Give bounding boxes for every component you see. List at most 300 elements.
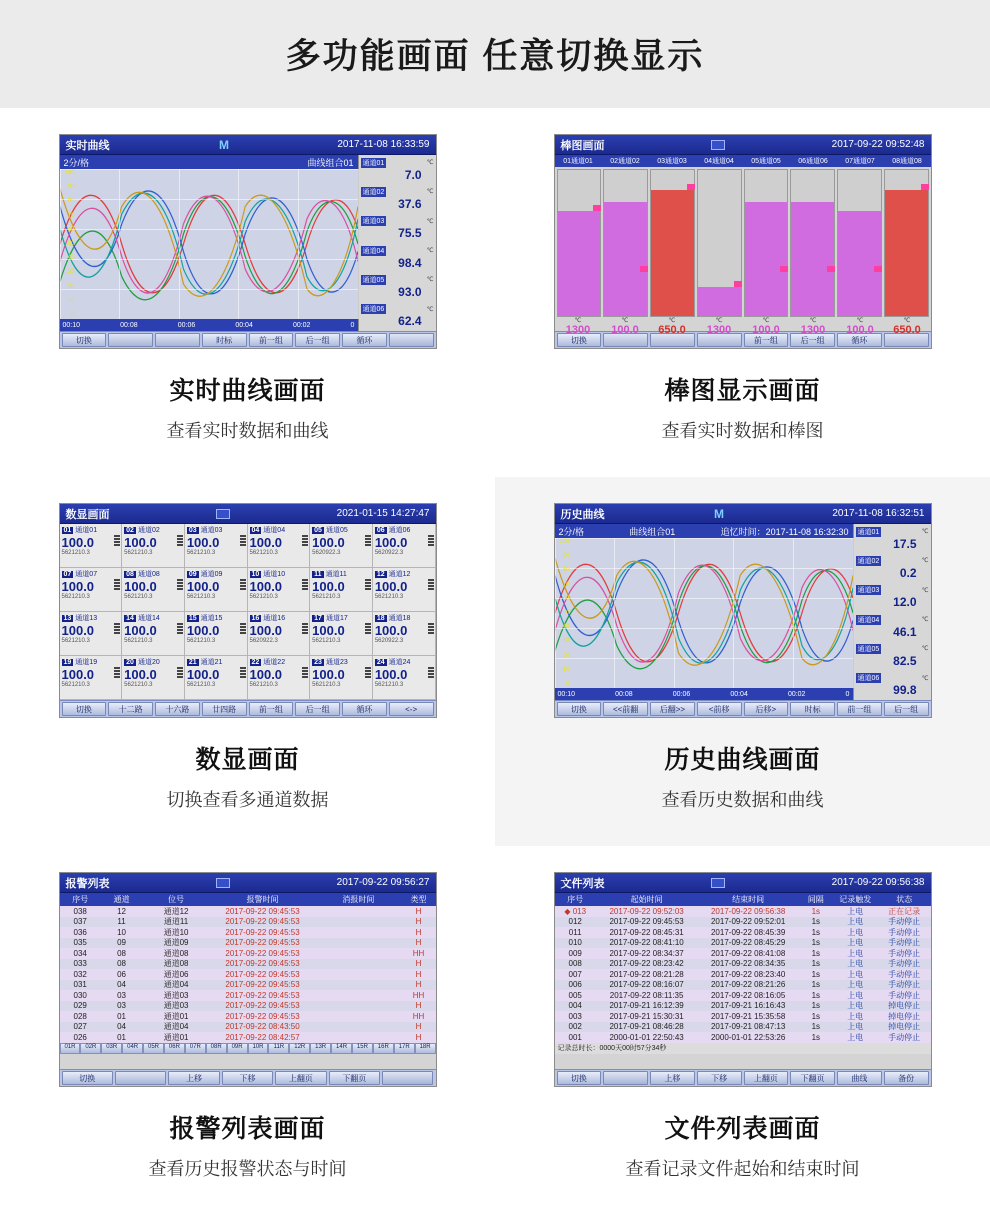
table-row[interactable]: [60, 980, 436, 991]
curve-area: [60, 155, 358, 331]
channel-name: 通道23: [325, 659, 348, 666]
file-table-rows: [555, 906, 931, 1043]
cell-tag: 通道06: [163, 969, 189, 979]
cell-tag: 通道04: [163, 980, 189, 990]
softkey-move-down[interactable]: 下移: [697, 1071, 742, 1085]
channel-row: [359, 184, 436, 213]
bar-unit: ℃: [715, 318, 723, 324]
channel-subvalue: 5621210.3: [186, 550, 216, 556]
channel-number: 02: [126, 526, 134, 534]
channel-number: 24: [376, 658, 385, 666]
cell-no: 007: [568, 969, 582, 979]
digital-cell[interactable]: [310, 612, 373, 656]
caption-subtitle: 查看实时数据和棒图: [661, 421, 824, 441]
screen-title: 历史曲线: [560, 508, 605, 521]
group-label: 曲线组合01: [307, 157, 354, 168]
table-row[interactable]: [60, 938, 436, 949]
softkey-shift-right[interactable]: 后移>: [744, 702, 789, 716]
softkey-switch[interactable]: 切换: [62, 1071, 113, 1085]
softkey-page-up[interactable]: 上翻页: [744, 1071, 789, 1085]
softkey-switch[interactable]: 切换: [557, 702, 602, 716]
digital-cell[interactable]: [310, 568, 373, 612]
digital-cell[interactable]: [185, 612, 248, 656]
level-indicator-icon: [428, 667, 434, 681]
channel-row: [854, 671, 931, 700]
panel-history-curve: [495, 477, 990, 846]
digital-cell[interactable]: [248, 524, 311, 568]
channel-value: 12.0: [893, 595, 917, 610]
caption-title: 数显画面: [195, 746, 300, 774]
cell-status: 掉电停止: [888, 1022, 921, 1032]
table-row[interactable]: [555, 959, 931, 970]
cell-no: 036: [73, 927, 87, 937]
cell-start-time: 2017-09-21 16:12:39: [609, 1001, 684, 1011]
channel-subvalue: 5621210.3: [312, 594, 341, 600]
softkey-prev-group[interactable]: 前一组: [837, 702, 882, 716]
table-row[interactable]: [555, 1001, 931, 1012]
cell-no: 027: [73, 1022, 87, 1032]
bar-column: [557, 169, 602, 317]
recall-time-label: 追忆时间：2017-11-08 16:32:30: [720, 526, 849, 537]
col-header-tag: 位号: [168, 895, 185, 904]
scale-label: 2分/格: [63, 157, 90, 168]
cell-channel: 04: [117, 980, 126, 990]
level-indicator-icon: [428, 623, 434, 637]
softkey-curve[interactable]: 曲线: [837, 1071, 882, 1085]
cell-interval: 1s: [811, 980, 821, 990]
cell-end-time: 2017-09-21 08:47:13: [710, 1022, 786, 1032]
table-row[interactable]: [555, 917, 931, 928]
cell-no: 009: [568, 948, 582, 958]
device-screen-file-list: [554, 872, 932, 1087]
cell-type: H: [415, 927, 422, 937]
channel-number: 14: [126, 614, 134, 622]
softkey-blank-3[interactable]: [389, 333, 434, 347]
channel-value-list: [358, 155, 436, 331]
digital-cell[interactable]: [185, 656, 248, 700]
alarm-channel-tab[interactable]: 17R: [394, 1043, 415, 1054]
cell-no: 003: [568, 1011, 582, 1021]
channel-name: 通道06: [388, 527, 411, 534]
datetime-label: 2017-11-08 16:33:59: [337, 139, 430, 150]
level-indicator-icon: [240, 579, 246, 593]
cell-channel: 03: [117, 1001, 126, 1011]
channel-subvalue: 5621210.3: [124, 550, 153, 556]
softkey-page-forward[interactable]: 后翻>>: [650, 702, 695, 716]
digital-cell[interactable]: [373, 612, 436, 656]
softkey-timescale[interactable]: 时标: [790, 702, 835, 716]
alarm-table-header: [60, 893, 436, 906]
datetime-label: 2021-01-15 14:27:47: [336, 508, 430, 519]
channel-number: 17: [314, 614, 322, 622]
softkey-blank-1[interactable]: [115, 1071, 166, 1085]
titlebar: [555, 873, 931, 893]
softkey-timescale[interactable]: 时标: [202, 333, 247, 347]
panel-bar-graph: [495, 108, 990, 477]
channel-value: 100.0: [374, 667, 408, 682]
channel-row: [359, 214, 436, 243]
bar-col-label: 03通道03: [657, 158, 687, 165]
cell-tag: 通道04: [163, 1022, 189, 1032]
bar-value: 650.0: [658, 324, 686, 336]
bar-col-label: 07通道07: [845, 158, 875, 165]
channel-name: 通道15: [200, 615, 223, 622]
level-indicator-icon: [240, 623, 246, 637]
caption-subtitle: 查看记录文件起始和结束时间: [625, 1159, 860, 1179]
alarm-channel-tab[interactable]: 16R: [373, 1043, 394, 1054]
curve-body: [555, 524, 931, 700]
table-row[interactable]: [555, 1032, 931, 1043]
softkey-move-up[interactable]: 上移: [650, 1071, 695, 1085]
cell-start-time: 2017-09-22 08:45:31: [609, 927, 684, 937]
table-row[interactable]: [555, 980, 931, 991]
channel-unit: ℃: [921, 587, 929, 594]
cell-tag: 通道09: [163, 938, 189, 948]
softkey-blank-2[interactable]: [382, 1071, 433, 1085]
cell-status: 手动停止: [888, 1032, 921, 1042]
channel-value: 100.0: [186, 623, 220, 638]
col-header-clear-time: 消报时间: [342, 895, 375, 904]
softkey-switch[interactable]: 切换: [557, 1071, 602, 1085]
cell-end-time: 2017-09-22 08:45:39: [710, 927, 786, 937]
cell-no: ◆ 013: [564, 906, 587, 916]
channel-number: 07: [63, 570, 72, 578]
digital-cell[interactable]: [122, 656, 185, 700]
cell-end-time: 2017-09-22 08:23:40: [710, 969, 786, 979]
bar-value: 100.0: [846, 324, 874, 336]
softkey-next-group[interactable]: 后一组: [295, 333, 340, 347]
channel-row: [854, 583, 931, 612]
alarm-channel-tab[interactable]: 14R: [331, 1043, 352, 1054]
softkey-switch[interactable]: 切换: [62, 333, 107, 347]
softkey-prev-group[interactable]: 前一组: [249, 702, 294, 716]
channel-row: [359, 243, 436, 272]
channel-tag: 通道03: [362, 218, 385, 226]
channel-value: 37.6: [398, 196, 422, 211]
softkey-16ch[interactable]: 十六路: [155, 702, 200, 716]
softkey-switch[interactable]: 切换: [62, 702, 107, 716]
channel-tag: 通道06: [857, 675, 880, 683]
file-body: [555, 893, 931, 1069]
channel-subvalue: 5621210.3: [249, 550, 278, 556]
table-row[interactable]: [60, 948, 436, 959]
cell-trigger: 上电: [847, 969, 864, 979]
channel-number: 18: [376, 614, 385, 622]
channel-subvalue: 5620922.3: [249, 638, 278, 644]
cell-no: 038: [73, 906, 87, 916]
panel-file-list: [495, 846, 990, 1215]
table-row[interactable]: [60, 917, 436, 928]
digital-cell[interactable]: [373, 524, 436, 568]
cell-channel: 01: [117, 1011, 126, 1021]
digital-cell[interactable]: [248, 612, 311, 656]
digital-cell[interactable]: [122, 612, 185, 656]
table-row[interactable]: [555, 906, 931, 917]
alarm-channel-tab[interactable]: 05R: [143, 1043, 164, 1054]
softkey-blank-2[interactable]: [155, 333, 200, 347]
table-row[interactable]: [60, 969, 436, 980]
grid-icon: [110, 878, 337, 888]
alarm-channel-tab[interactable]: 10R: [248, 1043, 269, 1054]
channel-value: 100.0: [312, 623, 345, 638]
softkey-page-down[interactable]: 下翻页: [329, 1071, 380, 1085]
softkey-blank-1[interactable]: [603, 1071, 648, 1085]
channel-tag: 通道05: [362, 276, 385, 284]
alarm-channel-tab[interactable]: 13R: [310, 1043, 331, 1054]
channel-tag: 通道02: [362, 188, 385, 196]
table-row[interactable]: [555, 948, 931, 959]
page-title: 多功能画面 任意切换显示: [285, 37, 705, 76]
col-header-status: 状态: [896, 895, 913, 904]
softkey-prev-group[interactable]: 前一组: [249, 333, 294, 347]
cell-interval: 1s: [811, 959, 821, 969]
cell-no: 008: [568, 959, 582, 969]
cell-trigger: 上电: [847, 1022, 864, 1032]
channel-value: 99.8: [893, 683, 917, 698]
alarm-channel-tab[interactable]: 09R: [227, 1043, 248, 1054]
digital-cell[interactable]: [185, 568, 248, 612]
level-indicator-icon: [177, 535, 183, 549]
table-row[interactable]: [555, 1011, 931, 1022]
device-screen-bar-graph: [554, 134, 932, 349]
softkey-move-up[interactable]: 上移: [168, 1071, 219, 1085]
channel-value: 100.0: [249, 623, 283, 638]
digital-cell[interactable]: [248, 656, 311, 700]
digital-cell[interactable]: [122, 568, 185, 612]
file-table-header: [555, 893, 931, 906]
digital-cell[interactable]: [122, 524, 185, 568]
cell-type: HH: [412, 948, 425, 958]
caption-title: 文件列表画面: [664, 1115, 821, 1143]
cell-interval: 1s: [811, 1011, 821, 1021]
channel-unit: ℃: [426, 248, 434, 255]
digital-cell[interactable]: [373, 656, 436, 700]
table-row[interactable]: [60, 1011, 436, 1022]
softkey-24ch[interactable]: 廿四路: [202, 702, 247, 716]
caption-title: 棒图显示画面: [664, 377, 821, 405]
alarm-channel-tab[interactable]: 08R: [206, 1043, 227, 1054]
col-header-trigger: 记录触发: [839, 895, 872, 904]
bar-col-label: 02通道02: [610, 158, 640, 165]
col-header-start: 起始时间: [630, 895, 663, 904]
cell-status: 掉电停止: [888, 1001, 921, 1011]
bar-value: 650.0: [893, 324, 921, 336]
caption-subtitle: 查看实时数据和曲线: [166, 421, 329, 441]
cell-status: 手动停止: [888, 959, 921, 969]
channel-name: 通道21: [200, 659, 223, 666]
alarm-channel-tab[interactable]: 04R: [122, 1043, 143, 1054]
channel-value: 100.0: [124, 579, 157, 594]
channel-value: 98.4: [398, 255, 422, 270]
channel-unit: ℃: [426, 277, 434, 284]
digital-cell[interactable]: [185, 524, 248, 568]
x-axis-ticks: 00:10 00:08 00:06 00:04 00:02 0: [60, 319, 358, 331]
caption-subtitle: 查看历史数据和曲线: [661, 790, 824, 810]
level-indicator-icon: [365, 623, 371, 637]
device-screen-history-curve: [554, 503, 932, 718]
bar-value: 1300: [565, 324, 591, 336]
table-row[interactable]: [60, 990, 436, 1001]
channel-unit: ℃: [921, 558, 929, 565]
device-screen-digital-display: [59, 503, 437, 718]
alarm-channel-tab[interactable]: 15R: [352, 1043, 373, 1054]
channel-subvalue: 5620922.3: [312, 550, 341, 556]
titlebar: [60, 504, 436, 524]
cell-no: 034: [73, 948, 87, 958]
channel-subvalue: 5621210.3: [61, 594, 90, 600]
softkey-move-down[interactable]: 下移: [222, 1071, 273, 1085]
digital-cell[interactable]: [310, 656, 373, 700]
cell-trigger: 上电: [847, 1001, 864, 1011]
channel-value: 100.0: [186, 667, 220, 682]
softkey-cycle[interactable]: 循环: [342, 333, 387, 347]
cell-type: H: [415, 1032, 422, 1042]
panel-realtime-curve: [0, 108, 495, 477]
device-screen-alarm-list: [59, 872, 437, 1087]
button-bar: [60, 1069, 436, 1086]
cell-start-time: 2017-09-22 08:23:42: [609, 959, 684, 969]
table-row[interactable]: [555, 938, 931, 949]
channel-value: 100.0: [374, 623, 408, 638]
channel-value: 100.0: [124, 667, 157, 682]
channel-name: 通道01: [75, 527, 98, 534]
channel-name: 通道13: [75, 615, 98, 622]
softkey-page-back[interactable]: <<前翻: [603, 702, 648, 716]
channel-subvalue: 5621210.3: [61, 682, 90, 688]
digital-cell[interactable]: [60, 612, 123, 656]
cell-status: 掉电停止: [888, 1011, 921, 1021]
alarm-channel-tab[interactable]: 07R: [185, 1043, 206, 1054]
datetime-label: 2017-09-22 09:52:48: [831, 139, 925, 150]
alarm-channel-tab[interactable]: 12R: [289, 1043, 310, 1054]
cell-type: H: [415, 906, 422, 916]
cell-status: 正在记录: [888, 906, 921, 916]
softkey-shift-left[interactable]: <前移: [697, 702, 742, 716]
softkey-page-up[interactable]: 上翻页: [275, 1071, 326, 1085]
alarm-channel-tab[interactable]: 03R: [101, 1043, 122, 1054]
level-indicator-icon: [365, 535, 371, 549]
bar-col-label: 05通道05: [751, 158, 781, 165]
table-row[interactable]: [60, 959, 436, 970]
channel-unit: ℃: [921, 675, 929, 682]
alarm-channel-tab[interactable]: 01R: [60, 1043, 81, 1054]
channel-unit: ℃: [921, 646, 929, 653]
screen-title: 棒图画面: [560, 139, 605, 152]
alarm-channel-tab[interactable]: 18R: [415, 1043, 436, 1054]
channel-number: 11: [314, 570, 322, 578]
col-header-interval: 间隔: [807, 895, 824, 904]
table-row[interactable]: [60, 1022, 436, 1033]
table-row[interactable]: [555, 1022, 931, 1033]
softkey-next-group[interactable]: 后一组: [884, 702, 929, 716]
softkey-backup[interactable]: 备份: [884, 1071, 929, 1085]
level-indicator-icon: [302, 579, 308, 593]
softkey-next-group[interactable]: 后一组: [790, 333, 835, 347]
table-row[interactable]: [60, 906, 436, 917]
cell-no: 035: [73, 938, 87, 948]
digital-cell[interactable]: [60, 568, 123, 612]
channel-unit: ℃: [426, 160, 434, 167]
channel-row: [359, 302, 436, 331]
softkey-cycle[interactable]: 循环: [837, 333, 882, 347]
curve-body: [60, 155, 436, 331]
page-header: [0, 0, 990, 108]
bar-column: [603, 169, 648, 317]
digital-cell[interactable]: [248, 568, 311, 612]
channel-tag: 通道01: [362, 159, 385, 167]
cell-start-time: 2017-09-21 15:30:31: [609, 1011, 684, 1021]
channel-value: 0.2: [899, 565, 917, 580]
channel-subvalue: 5621210.3: [374, 594, 404, 600]
softkey-prev-group[interactable]: 前一组: [744, 333, 789, 347]
channel-value: 100.0: [249, 535, 283, 550]
table-row[interactable]: [555, 927, 931, 938]
screen-title: 数显画面: [65, 508, 110, 521]
softkey-page-down[interactable]: 下翻页: [790, 1071, 835, 1085]
alarm-channel-tab[interactable]: 06R: [164, 1043, 185, 1054]
table-row[interactable]: [60, 1032, 436, 1043]
channel-value-list: [853, 524, 931, 700]
bar-value: 1300: [706, 324, 732, 336]
softkey-cycle[interactable]: 循环: [342, 702, 387, 716]
cell-status: 手动停止: [888, 938, 921, 948]
screen-title: 实时曲线: [65, 139, 110, 152]
datetime-label: 2017-09-22 09:56:27: [336, 877, 430, 888]
cell-no: 011: [568, 927, 582, 937]
cell-trigger: 上电: [847, 980, 864, 990]
level-indicator-icon: [114, 535, 120, 549]
cell-start-time: 2000-01-01 22:50:43: [609, 1032, 684, 1042]
digital-cell[interactable]: [310, 524, 373, 568]
cell-trigger: 上电: [847, 917, 864, 927]
softkey-next-group[interactable]: 后一组: [295, 702, 340, 716]
cell-no: 029: [73, 1001, 87, 1011]
cell-start-time: 2017-09-22 08:16:07: [609, 980, 684, 990]
curve-infobar: [60, 155, 358, 169]
digital-cell[interactable]: [373, 568, 436, 612]
softkey-blank-1[interactable]: [108, 333, 153, 347]
channel-value: 100.0: [124, 623, 157, 638]
digital-cell[interactable]: [60, 656, 123, 700]
channel-number: 15: [188, 614, 197, 622]
softkey-toggle[interactable]: <->: [389, 702, 434, 716]
channel-name: 通道12: [388, 571, 411, 578]
channel-number: 04: [251, 526, 260, 534]
alarm-channel-tab[interactable]: 02R: [80, 1043, 101, 1054]
softkey-12ch[interactable]: 十二路: [108, 702, 153, 716]
table-row[interactable]: [60, 1001, 436, 1012]
softkey-switch[interactable]: 切换: [557, 333, 602, 347]
digital-cell[interactable]: [60, 524, 123, 568]
channel-value: 17.5: [893, 536, 917, 551]
col-header-no: 序号: [567, 895, 584, 904]
table-row[interactable]: [555, 990, 931, 1001]
cell-end-time: 2017-09-21 16:16:43: [710, 1001, 786, 1011]
channel-unit: ℃: [921, 617, 929, 624]
cell-alarm-time: 2017-09-22 09:45:53: [225, 927, 300, 937]
cell-channel: 10: [117, 927, 126, 937]
alarm-channel-tab[interactable]: 11R: [268, 1043, 289, 1054]
table-row[interactable]: [555, 969, 931, 980]
bar-column: [650, 169, 695, 317]
cell-end-time: 2017-09-22 08:16:05: [710, 990, 786, 1000]
channel-value: 100.0: [61, 667, 95, 682]
channel-value: 46.1: [893, 624, 917, 639]
table-row[interactable]: [60, 927, 436, 938]
alarm-body: [60, 893, 436, 1069]
cell-alarm-time: 2017-09-22 08:43:50: [225, 1022, 300, 1032]
cell-trigger: 上电: [847, 948, 864, 958]
